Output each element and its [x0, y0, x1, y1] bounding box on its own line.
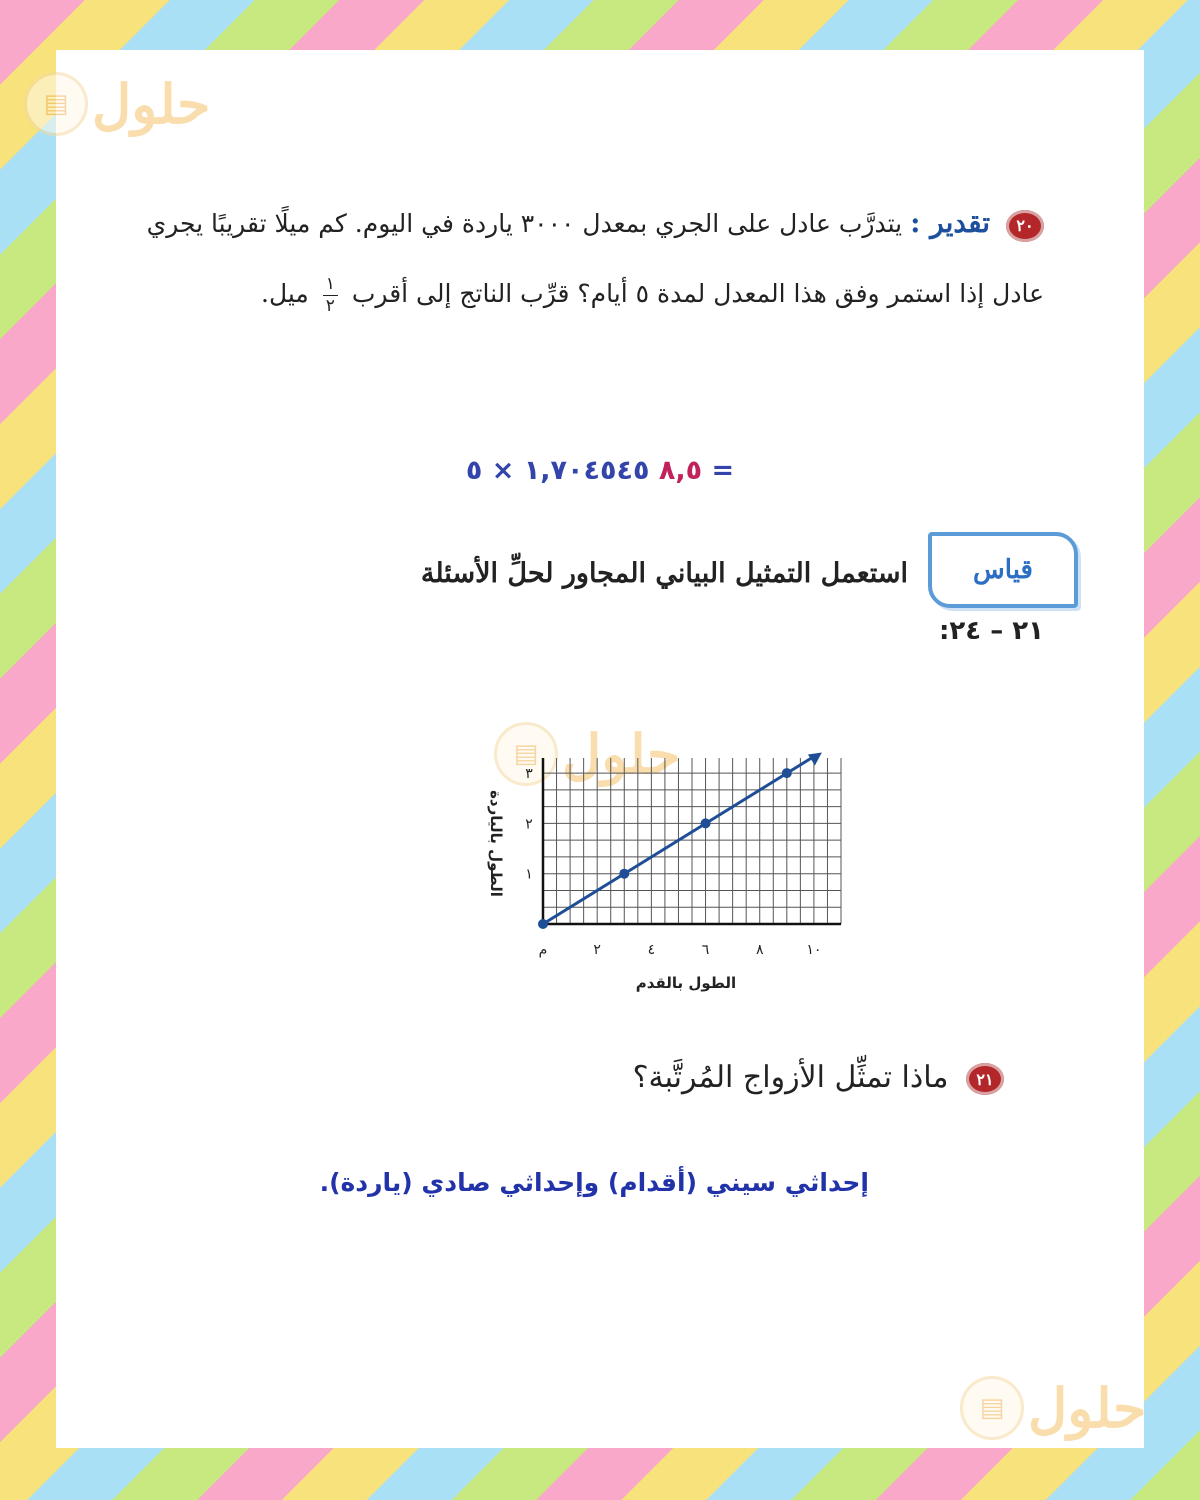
data-point — [701, 818, 711, 828]
question-20-text-1: يتدرَّب عادل على الجري بمعدل ٣٠٠٠ ياردة في اليوم. كم ميلًا تقريبًا يجري — [146, 209, 903, 238]
answer-21: إحداثي سيني (أقدام) وإحداثي صادي (ياردة). — [319, 1168, 869, 1197]
question-21-number: ٢١ — [966, 1063, 1004, 1095]
x-tick-label: ١٠ — [806, 942, 822, 958]
x-tick-label: ٨ — [755, 942, 764, 958]
measurement-badge — [928, 532, 1078, 608]
watermark-top — [24, 72, 210, 136]
question-21 — [633, 1060, 1004, 1095]
book-icon: ▤ — [494, 722, 558, 786]
answer-20-equation — [56, 455, 1144, 486]
question-20-line-1 — [147, 206, 1044, 242]
data-point — [782, 768, 792, 778]
question-20-text-3: ميل. — [261, 279, 309, 308]
y-axis-label: الطول بالياردة — [487, 790, 505, 897]
y-tick-label: ٣ — [525, 766, 533, 783]
fraction-denominator: ٢ — [325, 296, 335, 316]
x-tick-label: ٢ — [593, 942, 601, 958]
x-tick-label: ٦ — [701, 942, 710, 958]
answer-20-expression: ١,٧٠٤٥٤٥ × ٥ = — [465, 455, 735, 486]
watermark-text: حلول — [562, 722, 681, 786]
watermark-text: حلول — [92, 72, 211, 136]
feet-yards-chart — [406, 730, 822, 1000]
question-20-keyword: تقدير : — [910, 206, 991, 239]
question-21-text: ماذا تمثِّل الأزواج المُرتَّبة؟ — [632, 1060, 949, 1095]
content-card — [43, 50, 1147, 1448]
section-instruction: استعمل التمثيل البياني المجاور لحلِّ الأسئلة — [420, 558, 908, 589]
data-point — [619, 869, 629, 879]
question-20-text-2: عادل إذا استمر وفق هذا المعدل لمدة ٥ أيام؟ قرِّب الناتج إلى أقرب — [351, 279, 1044, 308]
x-tick-label: م — [538, 942, 548, 958]
x-tick-label: ٤ — [647, 942, 656, 958]
x-axis-label: الطول بالقدم — [635, 974, 737, 992]
fraction-numerator: ١ — [323, 276, 338, 296]
book-icon: ▤ — [24, 72, 88, 136]
data-point — [538, 919, 548, 929]
fraction-half — [323, 276, 338, 315]
badge-label: قياس — [973, 555, 1033, 585]
question-20-line-2 — [261, 276, 1044, 315]
book-icon: ▤ — [960, 1376, 1024, 1440]
section-range: ٢١ – ٢٤: — [938, 616, 1044, 646]
question-20-number: ٢٠ — [1006, 210, 1044, 242]
y-tick-label: ٢ — [525, 816, 533, 833]
watermark-text: حلول — [1028, 1376, 1147, 1440]
answer-20-result: ٨,٥ — [658, 455, 703, 486]
y-tick-label: ١ — [525, 866, 533, 883]
watermark-bottom — [960, 1376, 1146, 1440]
